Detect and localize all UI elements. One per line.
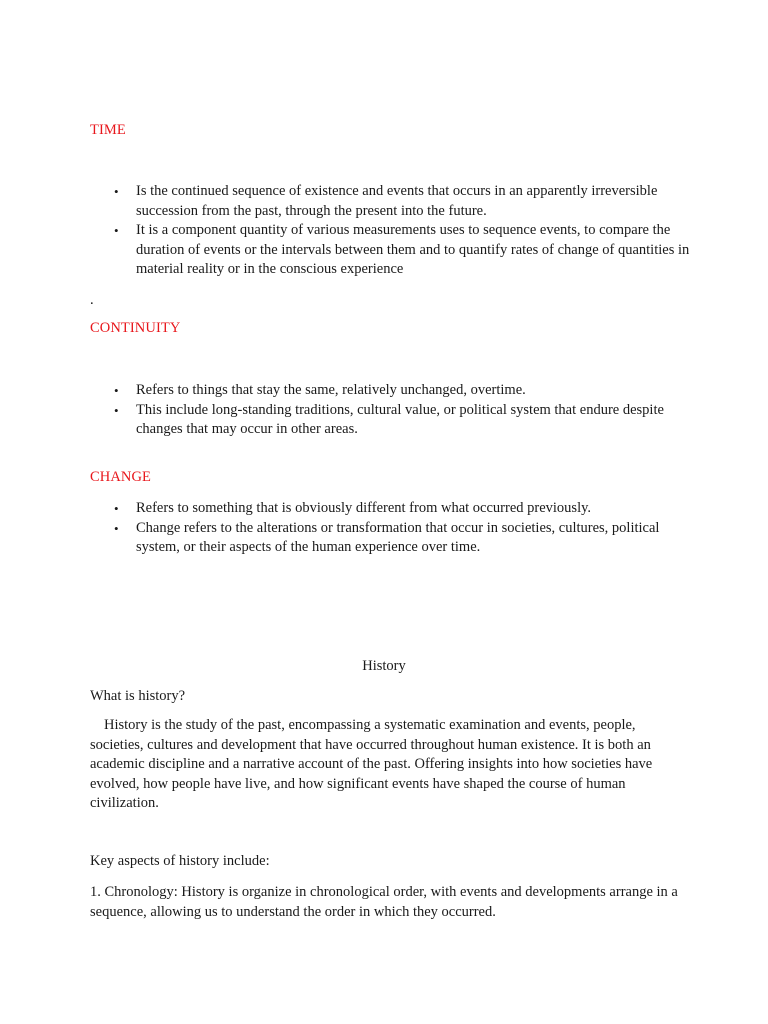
- bullet-icon: •: [114, 501, 119, 516]
- heading-time: TIME: [90, 122, 126, 138]
- list-item: [90, 182, 690, 221]
- history-title: History: [362, 658, 406, 674]
- bullet-text: Refers to things that stay the same, relatively unchanged, overtime.: [136, 382, 526, 398]
- bullet-text: Change refers to the alterations or transformation that occur in societies, cultures, political system, or their aspects of the human experience over time.: [136, 519, 660, 555]
- continuity-bullet-list: [90, 381, 690, 440]
- list-item: [90, 381, 690, 401]
- bullet-text: Is the continued sequence of existence and events that occurs in an apparently irreversible succession from the past, through the present into the future.: [136, 183, 658, 219]
- bullet-text: Refers to something that is obviously different from what occurred previously.: [136, 500, 592, 516]
- bullet-text: It is a component quantity of various measurements uses to sequence events, to compare the duration of events or the intervals between them and to quantify rates of change of quantities in material reality or in the conscious experience: [136, 222, 690, 277]
- history-question: What is history?: [90, 688, 186, 704]
- heading-continuity: CONTINUITY: [90, 320, 181, 336]
- list-item: [90, 221, 690, 280]
- heading-change: CHANGE: [90, 469, 152, 485]
- list-item: [90, 499, 690, 519]
- key-aspects-intro: Key aspects of history include:: [90, 853, 270, 869]
- time-bullet-list: [90, 182, 690, 280]
- bullet-icon: •: [114, 184, 119, 199]
- bullet-text: This include long-standing traditions, cultural value, or political system that endure despite changes that may occur in other areas.: [136, 401, 664, 437]
- bullet-icon: •: [114, 223, 119, 238]
- key-aspect-chronology: 1. Chronology: History is organize in chronological order, with events and developments arrange in a sequence, allowing us to understand the order in which they occurred.: [90, 884, 678, 920]
- bullet-icon: •: [114, 402, 119, 418]
- bullet-icon: •: [114, 520, 119, 536]
- history-paragraph: History is the study of the past, encompassing a systematic examination and events, people, societies, cultures and development that have occurred throughout human existence. It is both an academic discipline and a narrative account of the past. Offering insights into how societies have evolved, how people have live, and how significant events have shaped the course of human civilization.: [90, 717, 653, 811]
- stray-period: .: [90, 292, 94, 308]
- change-bullet-list: [90, 499, 690, 558]
- list-item: [90, 519, 690, 558]
- bullet-icon: •: [114, 383, 119, 398]
- list-item: [90, 401, 690, 440]
